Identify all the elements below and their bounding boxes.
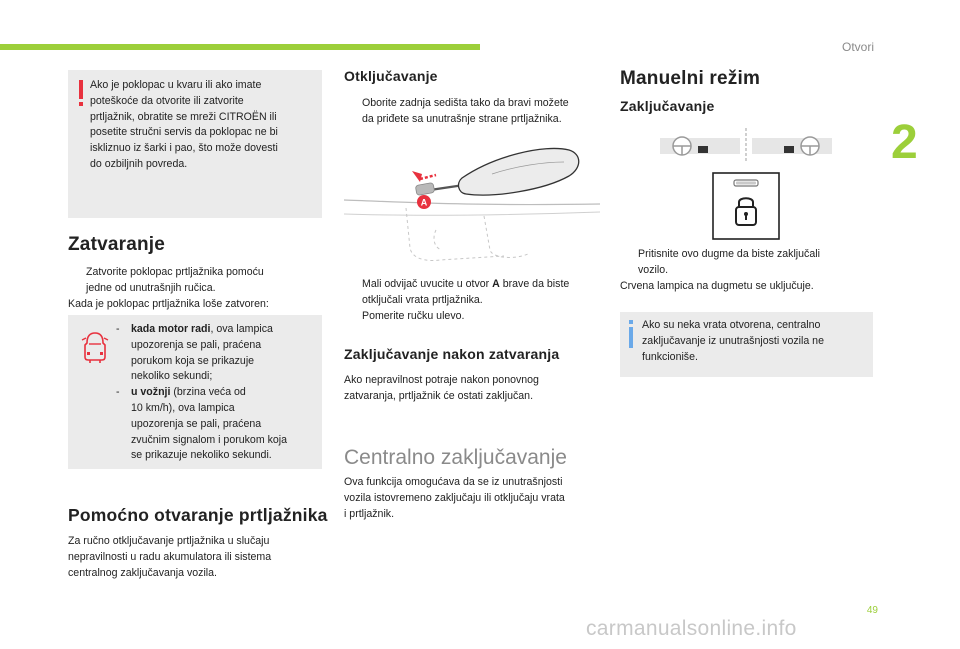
otkljucavanje-steps-2: Mali odvijač uvucite u otvor A brave da biste otključali vrata prtljažnika. Pomerite ručku ulevo. — [362, 278, 570, 322]
info-icon — [627, 320, 635, 348]
zakljucavanje-heading: Zaključavanje — [620, 98, 715, 114]
screwdriver-lock-illustration — [344, 138, 600, 262]
alert-text: - kada motor radi, ova lampica upozorenja se pali, praćena porukom koja se prikazuje nekoliko sekundi; - u vožnji (brzina veća od 10 km/h), ova lampica upozorenja se pali, praćena zvučnim signalom i porukom koja se prikazuje nekoliko sekundi. — [116, 323, 288, 462]
info-text: Ako su neka vrata otvorena, centralno zaključavanje iz unutrašnjosti vozila ne funkcioniše. — [642, 319, 824, 363]
centralno-text: Ova funkcija omogućava da se iz unutrašnjosti vozila istovremeno zaključaju ili otključaju vrata i prtljažnik. — [344, 476, 565, 520]
centralno-heading: Centralno zaključavanje — [344, 446, 567, 469]
pomocno-heading: Pomoćno otvaranje prtljažnika — [68, 505, 328, 525]
central-lock-button-icon — [712, 172, 780, 240]
divider-dashed-icon — [744, 128, 748, 162]
warning-box — [68, 70, 322, 218]
zatvaranje-heading: Zatvaranje — [68, 234, 166, 255]
page-number: 49 — [866, 605, 878, 616]
zakljucavanje-nakon-heading: Zaključavanje nakon zatvaranja — [344, 346, 560, 362]
open-boot-warning-icon — [80, 330, 110, 364]
label-a: A — [420, 197, 428, 208]
manuelni-note: Crvena lampica na dugmetu se uključuje. — [620, 279, 814, 292]
chapter-number: 2 — [891, 116, 918, 169]
alert-box — [68, 315, 322, 469]
otkljucavanje-step: Oborite zadnja sedišta tako da bravi možete da priđete sa unutrašnje strane prtljažnika. — [362, 97, 569, 125]
section-title: Otvori — [841, 40, 874, 54]
dashboard-lhd-icon — [660, 132, 740, 162]
header-accent-bar — [0, 44, 480, 50]
otkljucavanje-heading: Otključavanje — [344, 68, 438, 84]
zatvaranje-note: Kada je poklopac prtljažnika loše zatvoren: — [68, 297, 269, 310]
footer-watermark: carmanualsonline.info — [586, 617, 797, 640]
warning-text: Ako je poklopac u kvaru ili ako imate poteškoće da otvorite ili zatvorite prtljažnik, obratite se mreži CITROËN ili posetite stručni servis da poklopac ne bi iskliznuo iz šarki i pao, što može dovesti do ozbiljnih povreda. — [90, 79, 278, 170]
manuelni-step: Pritisnite ovo dugme da biste zaključali vozilo. Crvena lampica na dugmetu se uključuje. — [620, 247, 884, 294]
pomocno-text: Za ručno otključavanje prtljažnika u slučaju nepravilnosti u radu akumulatora ili sistema centralnog zaključavanja vozila. — [68, 535, 272, 579]
info-box — [620, 312, 873, 377]
zakljucavanje-nakon-text: Ako nepravilnost potraje nakon ponovnog zatvaranja, prtljažnik će ostati zaključan. — [344, 374, 539, 402]
zatvaranje-step: Zatvorite poklopac prtljažnika pomoću jedne od unutrašnjih ručica. Kada je poklopac prtljažnika loše zatvoren: — [68, 265, 328, 312]
manuelni-heading: Manuelni režim — [620, 68, 761, 89]
dashboard-rhd-icon — [752, 132, 832, 162]
warning-exclamation-icon — [76, 80, 86, 108]
